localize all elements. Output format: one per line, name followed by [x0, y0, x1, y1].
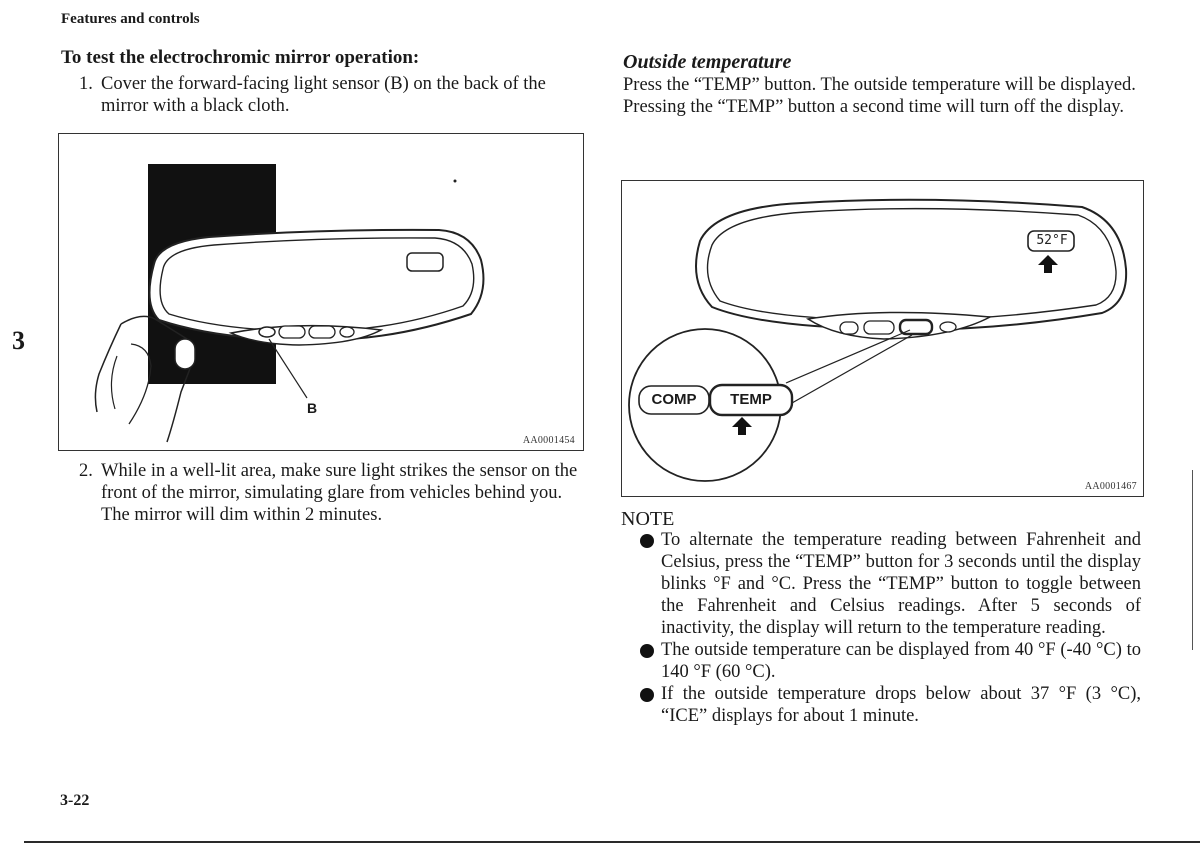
note-item — [640, 683, 1141, 727]
bullet-icon — [640, 644, 654, 658]
note-text: The outside temperature can be displayed from 40 °F (-40 °C) to 140 °F (60 °C). — [661, 640, 1141, 682]
page-number: 3-22 — [60, 792, 90, 809]
section-heading-outside-temperature: Outside temperature — [623, 51, 792, 73]
note-text: If the outside temperature drops below about 37 °F (3 °C), “ICE” displays for about 1 minute. — [661, 684, 1141, 726]
step-number: 2. — [79, 461, 93, 481]
section-heading-mirror-test: To test the electrochromic mirror operation: — [61, 47, 420, 68]
comp-button-label: COMP — [651, 391, 697, 408]
step-2 — [79, 460, 584, 526]
bullet-icon — [640, 688, 654, 702]
margin-mark — [1192, 470, 1193, 650]
paragraph-press-temp: Press the “TEMP” button. The outside temperature will be displayed. — [623, 75, 1136, 95]
temperature-instructions — [623, 74, 1141, 118]
mirror-sensor-illustration — [59, 134, 583, 450]
figure-code: AA0001467 — [1084, 481, 1137, 492]
temp-button-label: TEMP — [730, 391, 772, 408]
running-header: Features and controls — [61, 11, 200, 27]
figure-mirror-sensor — [58, 133, 584, 451]
paragraph-press-temp-again: Pressing the “TEMP” button a second time will turn off the display. — [623, 97, 1124, 117]
step-result-text: The mirror will dim within 2 minutes. — [101, 505, 383, 525]
mirror-temp-illustration — [622, 181, 1143, 496]
chapter-tab: 3 — [12, 326, 25, 355]
step-number: 1. — [79, 74, 93, 94]
note-list — [640, 529, 1141, 727]
note-item — [640, 529, 1141, 639]
temperature-display-reading: 52°F — [1036, 233, 1068, 248]
step-text: While in a well-lit area, make sure light strikes the sensor on the front of the mirror, simulating glare from vehicles behind you. — [101, 461, 578, 503]
bottom-rule — [24, 841, 1200, 843]
step-text: Cover the forward-facing light sensor (B) on the back of the mirror with a black cloth. — [101, 74, 546, 116]
note-item — [640, 639, 1141, 683]
note-heading: NOTE — [621, 508, 675, 530]
note-text: To alternate the temperature reading between Fahrenheit and Celsius, press the “TEMP” button for 3 seconds until the display blinks °F and °C. Press the “TEMP” button to toggle between the Fahrenheit and Celsius readings. After 5 seconds of inactivity, the display will return to the temperature reading. — [661, 530, 1141, 638]
bullet-icon — [640, 534, 654, 548]
figure-code: AA0001454 — [522, 435, 575, 446]
sensor-label-b: B — [307, 400, 318, 416]
step-1 — [79, 73, 584, 117]
figure-mirror-temp — [621, 180, 1144, 497]
